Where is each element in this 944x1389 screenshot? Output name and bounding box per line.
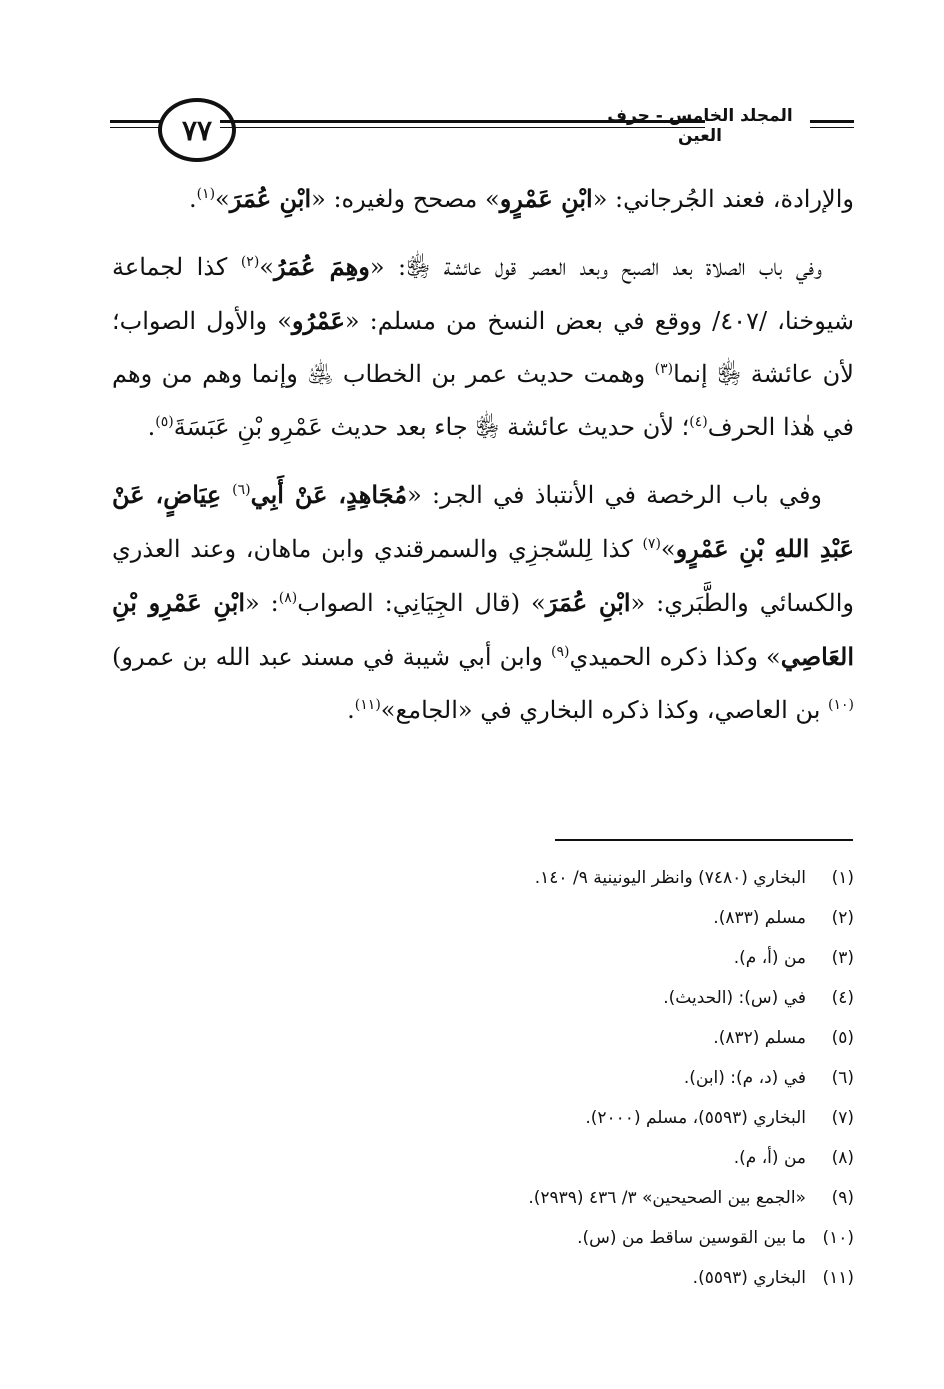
footnote-number: (١١): [822, 1268, 854, 1288]
text-run: وابن أبي شيبة في مسند عبد الله بن عمرو): [112, 643, 552, 671]
footnote-number: (٦): [831, 1068, 854, 1088]
paragraph: [112, 240, 854, 454]
text-run: »: [259, 253, 274, 281]
footnote-text: «الجمع بين الصحيحين» ٣/ ٤٣٦ (٢٩٣٩).: [528, 1188, 806, 1208]
footnote-text: في (س): (الحديث).: [663, 988, 806, 1008]
highlighted-name: عِيَاضٍ، عَنْ عَبْدِ اللهِ بْنِ عَمْرٍو: [112, 480, 854, 563]
text-run: ؛ لأن حديث عائشة ﵂ جاء بعد حديث عَمْرِو بْنِ عَبَسَةَ: [173, 413, 690, 441]
footnote-item: [154, 1218, 854, 1258]
footnote-item: [154, 1098, 854, 1138]
text-run: .: [188, 185, 197, 213]
footnote-number: (١٠): [822, 1228, 854, 1248]
text-run: »: [215, 185, 230, 213]
footnote-number: (٩): [831, 1188, 854, 1208]
footnote-ref: (٣): [654, 361, 674, 377]
paragraph: [112, 172, 854, 226]
footnote-number: (٧): [831, 1108, 854, 1128]
text-run: » (قال الجِيَانِي: الصواب: [297, 589, 546, 617]
footnote-ref: (٤): [689, 414, 708, 430]
footnote-item: [154, 858, 854, 898]
text-run: وفي باب الرخصة في الأنتباذ في الجر: «: [407, 481, 822, 509]
highlighted-name: ابْنِ عُمَرَ: [545, 588, 631, 617]
footnote-ref: (٥): [155, 414, 174, 430]
text-run: وهمت حديث عمر بن الخطاب ﵁ وإنما وهم من وهم في هٰذا الحرف: [112, 360, 854, 441]
footnote-number: (٨): [831, 1148, 854, 1168]
footnote-text: مسلم (٨٣٢).: [713, 1028, 806, 1048]
text-run: كذا لِلسّجزِي والسمرقندي وابن ماهان، وعند العذري والكسائي والطَّبَري: «: [112, 535, 854, 617]
footnote-text: البخاري (٥٥٩٣)، مسلم (٢٠٠٠).: [585, 1108, 806, 1128]
footnote-number: (١): [831, 868, 854, 888]
text-run: » وكذا ذكره الحميدي: [569, 643, 781, 671]
highlighted-name: ابْنِ عُمَرَ: [229, 184, 312, 213]
text-run: وفي باب الصلاة بعد الصبح وبعد العصر قول عائشة ﵂: «: [369, 253, 822, 281]
text-run: : «: [245, 589, 279, 617]
footnote-item: [154, 1138, 854, 1178]
footnote-text: البخاري (٥٥٩٣).: [692, 1268, 806, 1288]
footnote-number: (٣): [831, 948, 854, 968]
footnote-item: [154, 898, 854, 938]
footnote-item: [154, 978, 854, 1018]
running-head: المجلد الخامس - حرف العين: [607, 106, 793, 146]
text-run: .: [347, 696, 355, 724]
header-rule-left: [110, 120, 164, 128]
footnote-ref: (١): [196, 186, 216, 202]
footnote-ref: (١١): [354, 697, 381, 713]
footnote-ref: (٦): [232, 482, 251, 498]
text-run: » مصحح ولغيره: «: [311, 185, 500, 213]
text-run: » والأول الصواب؛ لأن عائشة ﵂ إنما: [112, 307, 854, 388]
footnote-item: [154, 1058, 854, 1098]
highlighted-name: ابْنِ عَمْرِو بْنِ العَاصِي: [112, 588, 854, 671]
text-run: بن العاصي، وكذا ذكره البخاري في «الجامع»: [380, 696, 829, 724]
footnote-text: ما بين القوسين ساقط من (س).: [577, 1228, 806, 1248]
footnote-item: [154, 938, 854, 978]
highlighted-name: عَمْرُو: [291, 306, 345, 335]
footnote-item: [154, 1178, 854, 1218]
header-rule-right: [810, 120, 854, 128]
footnote-text: البخاري (٧٤٨٠) وانظر اليونينية ٩/ ١٤٠.: [534, 868, 806, 888]
footnote-number: (٤): [831, 988, 854, 1008]
text-run: .: [147, 413, 156, 441]
footnote-ref: (٢): [240, 254, 260, 270]
footnote-item: [154, 1258, 854, 1298]
page-header: [110, 98, 854, 162]
footnote-separator: [555, 839, 853, 841]
footnote-text: في (د، م): (ابن).: [683, 1068, 806, 1088]
footnote-ref: (٧): [642, 536, 661, 552]
highlighted-name: ابْنِ عَمْرٍو: [499, 184, 593, 213]
footnote-number: (٥): [831, 1028, 854, 1048]
footnote-text: مسلم (٨٣٣).: [713, 908, 806, 928]
main-text: [112, 172, 854, 751]
footnote-ref: (١٠): [828, 697, 854, 713]
footnote-number: (٢): [831, 908, 854, 928]
footnote-ref: (٨): [278, 590, 298, 606]
page-number: ٧٧: [158, 98, 236, 162]
footnote-text: من (أ، م).: [733, 948, 806, 968]
highlighted-name: مُجَاهِدٍ، عَنْ أَبِي: [250, 480, 408, 509]
text-run: والإرادة، فعند الجُرجاني: «: [592, 185, 854, 213]
footnote-text: من (أ، م).: [733, 1148, 806, 1168]
footnotes: [154, 858, 854, 1298]
footnote-item: [154, 1018, 854, 1058]
text-run: كذا لجماعة شيوخنا، /٤٠٧/ ووقع في بعض النسخ من مسلم: «: [112, 253, 854, 335]
footnote-ref: (٩): [551, 644, 570, 660]
paragraph: [112, 468, 854, 737]
text-run: »: [660, 535, 676, 563]
highlighted-name: وهِمَ عُمَرُ: [273, 252, 370, 281]
